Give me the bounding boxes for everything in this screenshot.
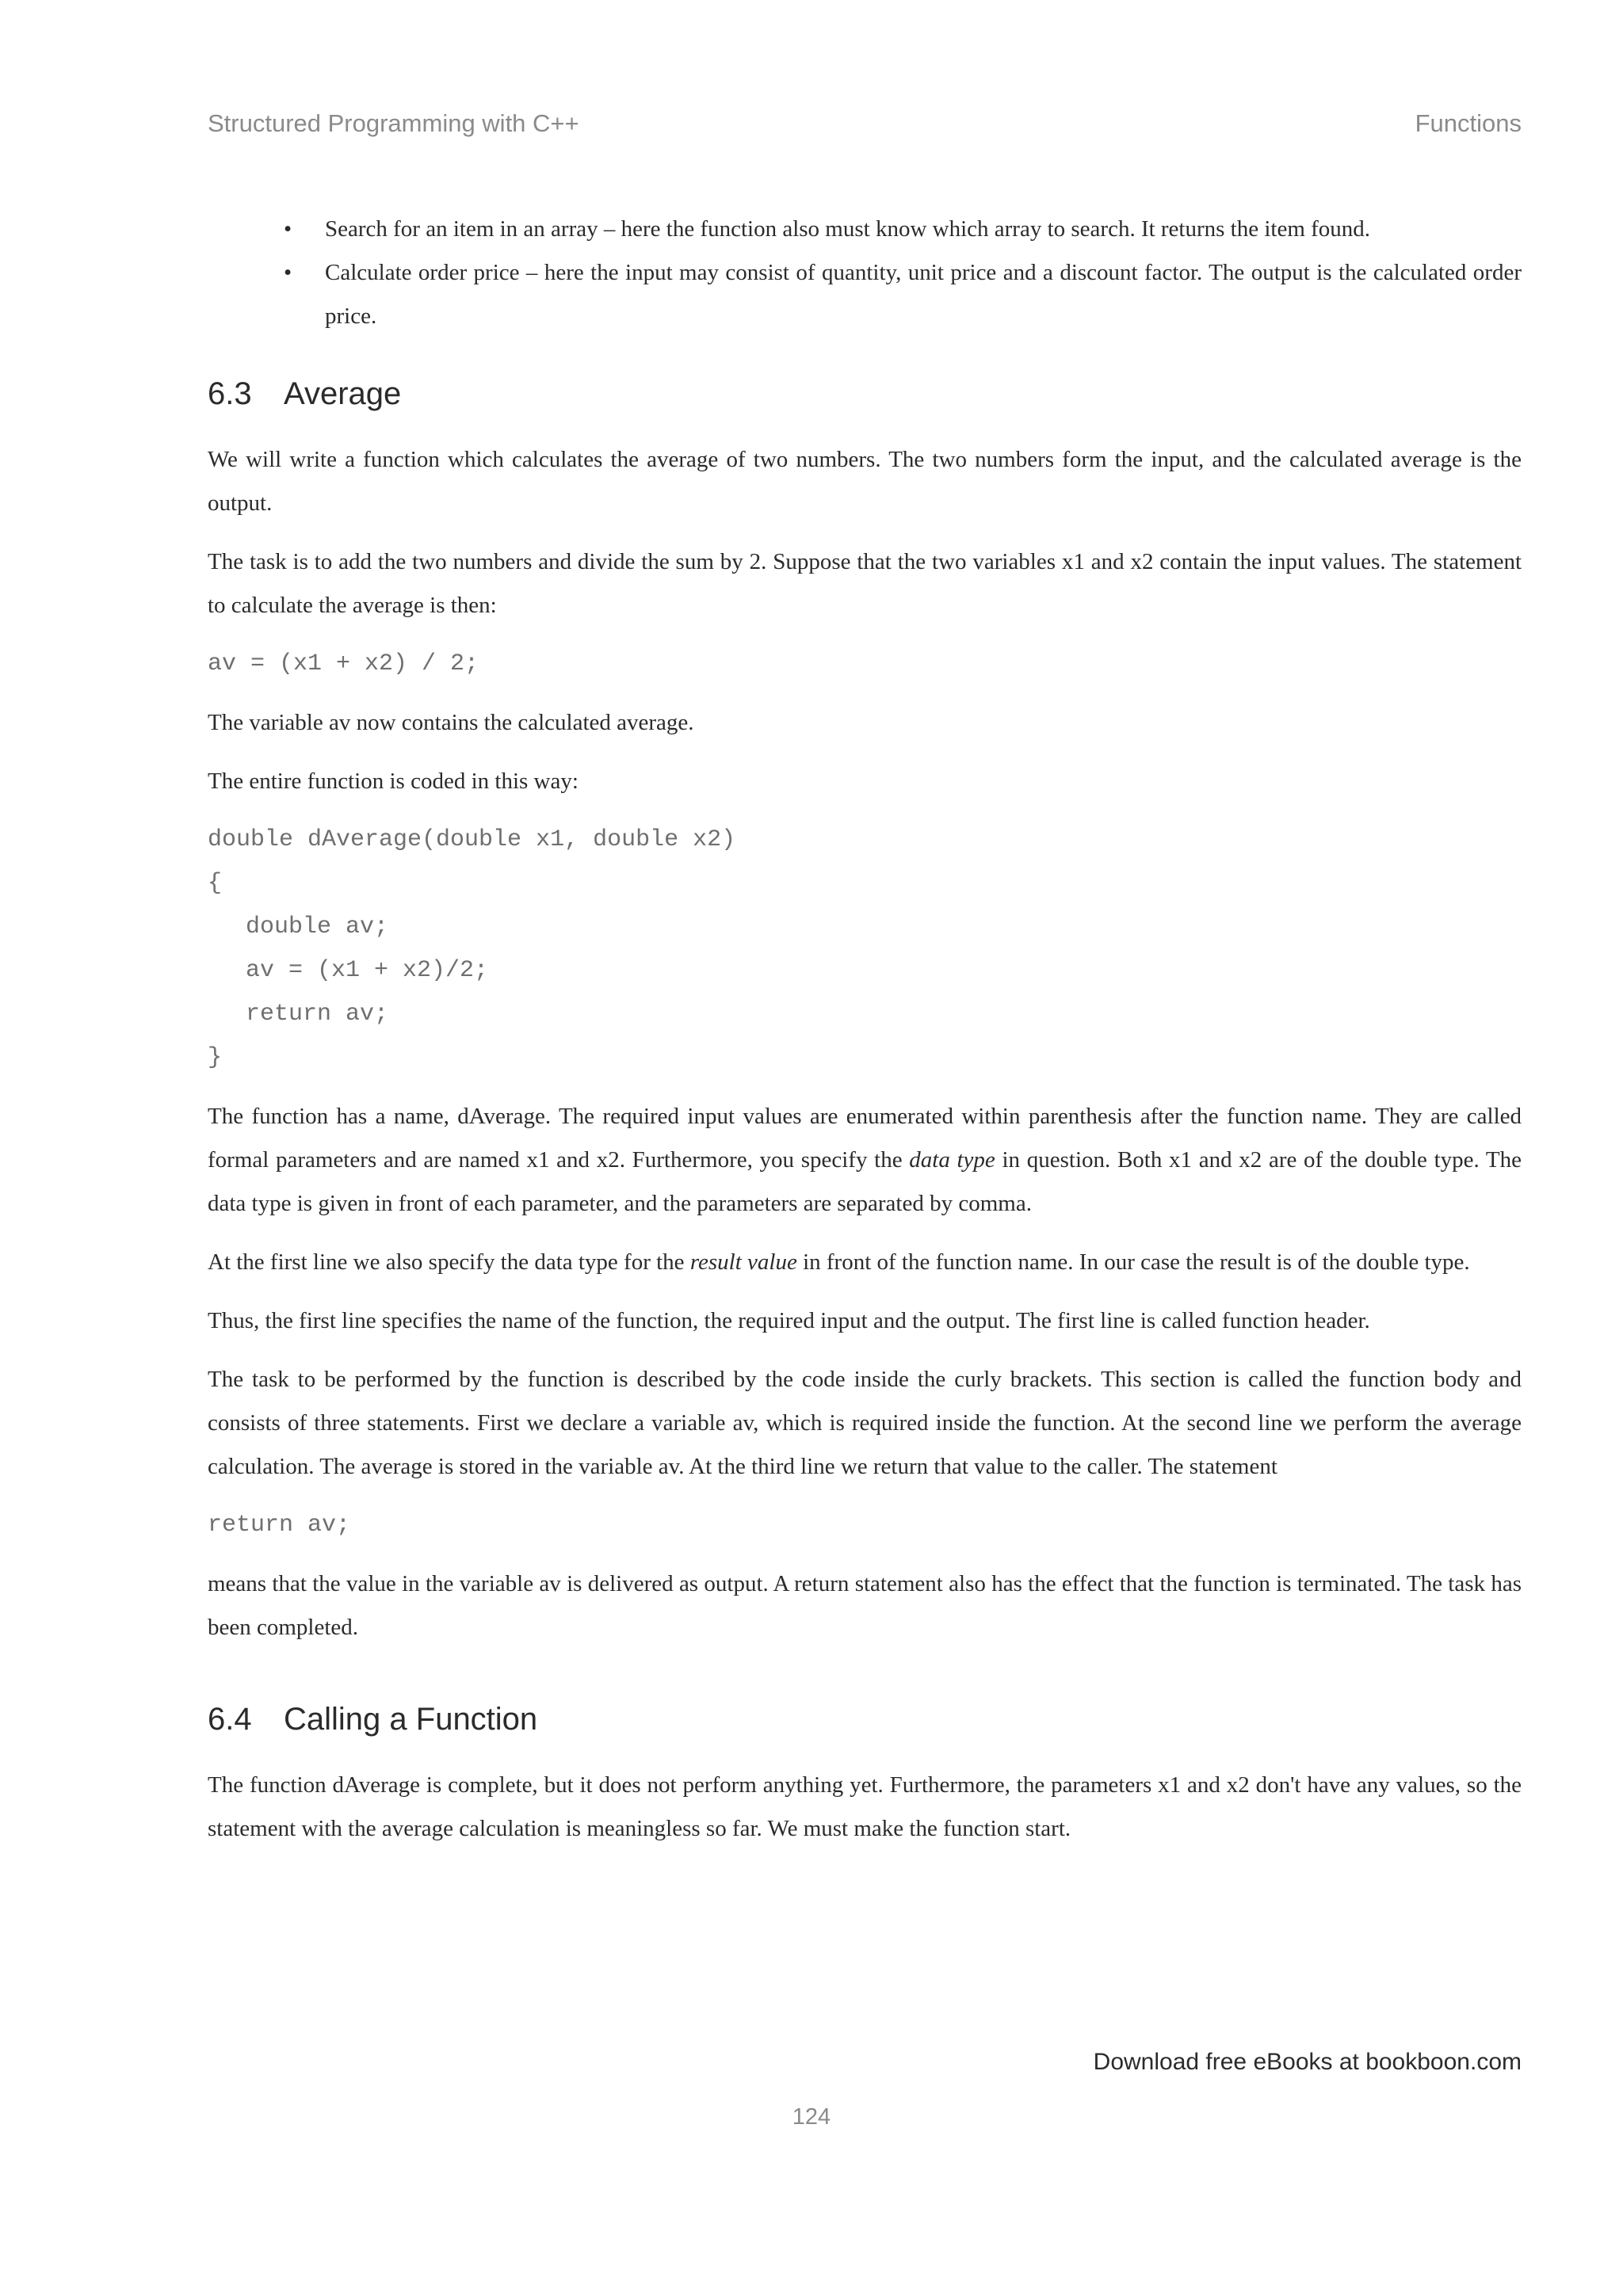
page-number: 124 [792, 2104, 831, 2130]
code-line: { [208, 870, 223, 897]
bullet-list [208, 208, 1522, 338]
code-statement: return av; [208, 1512, 351, 1539]
code-line: double dAverage(double x1, double x2) [208, 826, 736, 853]
paragraph-text: The function has a name, dAverage. The required input values are enumerated within parenthesis after the function name. They are called formal parameters and are named x1 and x2. Furthermore, you specify the [208, 1104, 1522, 1173]
section-title: Average [284, 376, 402, 411]
emphasis: data type [909, 1147, 995, 1173]
list-item: • Calculate order price – here the input may consist of quantity, unit price and a discount factor. The output is the calculated order price. [325, 251, 1522, 338]
code-block [208, 818, 1522, 1080]
bookboon-link[interactable]: Download free eBooks at bookboon.com [1093, 2049, 1522, 2075]
paragraph: The function dAverage is complete, but it does not perform anything yet. Furthermore, the parameters x1 and x2 don't have any values, so the statement with the average calculation is meaningless so far. We must make the function start. [208, 1772, 1522, 1841]
book-title: Structured Programming with C++ [208, 109, 579, 137]
emphasis: result value [689, 1249, 797, 1275]
section-number: 6.3 [208, 376, 252, 411]
paragraph [208, 1241, 1522, 1284]
chapter-title: Functions [1415, 109, 1522, 137]
code-statement: av = (x1 + x2) / 2; [208, 650, 479, 677]
list-item: • Search for an item in an array – here the function also must know which array to search. It returns the item found. [325, 208, 1522, 251]
section-title: Calling a Function [284, 1702, 538, 1737]
code-line: return av; [246, 1001, 389, 1028]
paragraph-text: in front of the function name. In our case the result is of the double type. [803, 1249, 1470, 1275]
paragraph [208, 1095, 1522, 1226]
paragraph: The variable av now contains the calculated average. [208, 710, 694, 735]
code-line: } [208, 1044, 223, 1071]
code-line: av = (x1 + x2)/2; [246, 957, 489, 984]
running-header [208, 109, 1522, 144]
paragraph: means that the value in the variable av is delivered as output. A return statement also has the effect that the function is terminated. The task has been completed. [208, 1571, 1522, 1640]
paragraph-text: in question. Both x1 and x2 are of the double type. The data type is given in front of each parameter, and the parameters are separated by comma. [208, 1147, 1522, 1216]
section-heading-6-4 [208, 1697, 1522, 1741]
paragraph: Thus, the first line specifies the name of the function, the required input and the output. The first line is called function header. [208, 1308, 1370, 1333]
page-content [208, 208, 1522, 1866]
paragraph: We will write a function which calculates the average of two numbers. The two numbers form the input, and the calculated average is the output. [208, 447, 1522, 516]
paragraph: The entire function is coded in this way: [208, 769, 579, 794]
code-line: double av; [246, 913, 389, 940]
paragraph: The task is to add the two numbers and divide the sum by 2. Suppose that the two variables x1 and x2 contain the input values. The statement to calculate the average is then: [208, 549, 1522, 618]
paragraph-text: At the first line we also specify the data type for the [208, 1249, 685, 1275]
section-number: 6.4 [208, 1702, 252, 1737]
section-heading-6-3 [208, 372, 1522, 416]
paragraph: The task to be performed by the function is described by the code inside the curly brackets. This section is called the function body and consists of three statements. First we declare a variable av, which is required inside the function. At the second line we perform the average calculation. The average is stored in the variable av. At the third line we return that value to the caller. The statement [208, 1367, 1522, 1479]
